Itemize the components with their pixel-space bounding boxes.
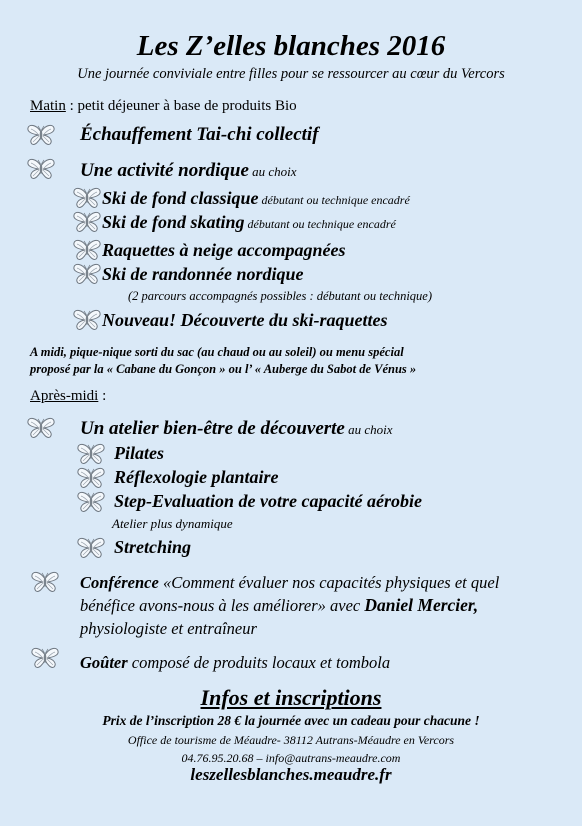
gouter-title: Goûter bbox=[80, 653, 128, 672]
butterfly-icon bbox=[30, 646, 60, 670]
infos-price: Prix de l’inscription 28 € la journée avec un cadeau pour chacune ! bbox=[102, 713, 480, 728]
step-note: Atelier plus dynamique bbox=[112, 516, 233, 531]
page-title: Les Z’elles blanches 2016 bbox=[136, 30, 446, 62]
infos-office: Office de tourisme de Méaudre- 38112 Autrans-Méaudre en Vercors bbox=[127, 733, 455, 747]
butterfly-icon bbox=[72, 186, 102, 210]
nordique-item bbox=[102, 212, 396, 233]
page-subtitle: Une journée conviviale entre filles pour se ressourcer au cœur du Vercors bbox=[77, 66, 505, 82]
butterfly-icon bbox=[26, 157, 56, 181]
atelier-item: Step-Evaluation de votre capacité aérobie bbox=[114, 491, 422, 511]
conference-text: «Comment évaluer nos capacités physiques et quel bénéfice avons-nous à les améliorer» avec bbox=[80, 573, 500, 615]
atelier-heading bbox=[80, 418, 393, 440]
atelier-title: Un atelier bien-être de découverte bbox=[80, 418, 345, 439]
infos-title: Infos et inscriptions bbox=[200, 685, 382, 710]
nordique-item-label: Raquettes à neige accompagnées bbox=[102, 240, 346, 260]
butterfly-icon bbox=[72, 210, 102, 234]
midi-line-1: A midi, pique-nique sorti du sac (au chaud ou au soleil) ou menu spécial bbox=[30, 345, 404, 359]
nordique-item-note: débutant ou technique encadré bbox=[258, 193, 410, 207]
infos-contact: 04.76.95.20.68 – info@autrans-meaudre.com bbox=[181, 751, 401, 765]
nordique-item-note: débutant ou technique encadré bbox=[244, 217, 396, 231]
atelier-choice: au choix bbox=[344, 422, 393, 437]
conference-paragraph bbox=[80, 571, 556, 640]
butterfly-icon bbox=[72, 262, 102, 286]
nordique-item bbox=[102, 188, 410, 209]
nouveau-item: Nouveau! Découverte du ski-raquettes bbox=[102, 310, 388, 330]
gouter-line bbox=[80, 651, 390, 674]
matin-text: : petit déjeuner à base de produits Bio bbox=[65, 98, 297, 114]
infos-website[interactable]: leszellesblanches.meaudre.fr bbox=[190, 765, 392, 784]
nordique-item-label: Ski de randonnée nordique bbox=[102, 264, 304, 284]
conference-role: physiologiste et entraîneur bbox=[80, 619, 257, 638]
atelier-item: Pilates bbox=[114, 443, 164, 463]
butterfly-icon bbox=[76, 490, 106, 514]
matin-label: Matin bbox=[30, 98, 66, 114]
conference-title: Conférence bbox=[80, 573, 159, 592]
conference-speaker: Daniel Mercier, bbox=[364, 595, 479, 615]
apres-midi-label: Après-midi bbox=[30, 388, 99, 404]
midi-line-2: proposé par la « Cabane du Gonçon » ou l’ « Auberge du Sabot de Vénus » bbox=[30, 362, 417, 376]
nordique-item-label: Ski de fond classique bbox=[102, 188, 259, 208]
butterfly-icon bbox=[72, 238, 102, 262]
butterfly-icon bbox=[26, 416, 56, 440]
butterfly-icon bbox=[26, 123, 56, 147]
apres-midi-line bbox=[30, 388, 106, 405]
stretching-item: Stretching bbox=[114, 537, 192, 557]
nordique-title: Une activité nordique bbox=[80, 160, 249, 181]
atelier-item: Réflexologie plantaire bbox=[114, 467, 279, 487]
nordique-item-label: Ski de fond skating bbox=[102, 212, 245, 232]
echauffement-heading: Échauffement Tai-chi collectif bbox=[80, 124, 319, 145]
nordique-choice: au choix bbox=[248, 164, 297, 179]
nordique-item bbox=[102, 240, 345, 261]
nordique-item bbox=[102, 264, 304, 285]
butterfly-icon bbox=[30, 570, 60, 594]
butterfly-icon bbox=[76, 536, 106, 560]
parcours-note: (2 parcours accompagnés possibles : débutant ou technique) bbox=[128, 289, 432, 303]
matin-line bbox=[30, 98, 297, 115]
butterfly-icon bbox=[76, 442, 106, 466]
nordique-heading bbox=[80, 160, 297, 182]
butterfly-icon bbox=[76, 466, 106, 490]
gouter-text: composé de produits locaux et tombola bbox=[127, 653, 391, 672]
butterfly-icon bbox=[72, 308, 102, 332]
apres-midi-suffix: : bbox=[98, 388, 107, 404]
